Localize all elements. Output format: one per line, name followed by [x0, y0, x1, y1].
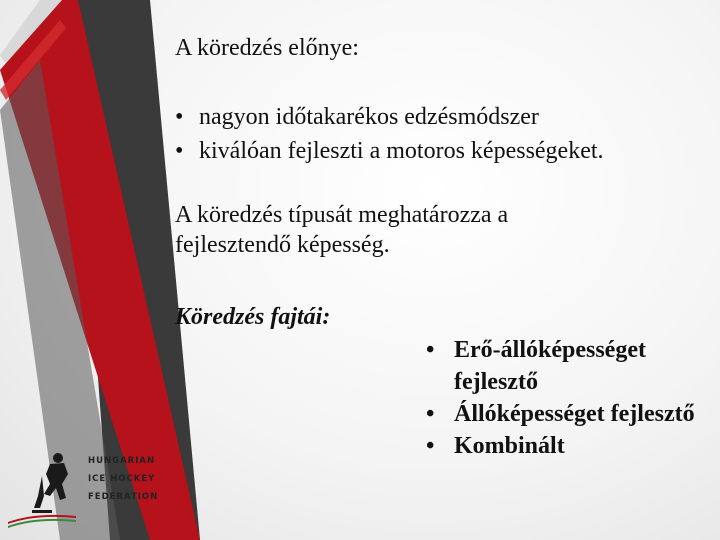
list-item: • Kombinált [424, 430, 704, 462]
kinds-title: Köredzés fajtái: [175, 304, 331, 330]
benefits-list [175, 100, 604, 168]
hockey-player-icon [32, 453, 68, 513]
list-item: • Erő-állóképességet fejlesztő [424, 334, 704, 398]
logo-text [88, 452, 158, 506]
logo-line: ICE HOCKEY [88, 474, 156, 484]
list-item: • Állóképességet fejlesztő [424, 398, 704, 430]
list-item: • kiválóan fejleszti a motoros képességeket. [175, 134, 604, 168]
logo-line: HUNGARIAN [88, 456, 156, 466]
flag-stripes [8, 515, 76, 528]
logo-line: FEDERATION [88, 492, 159, 502]
list-item: • nagyon időtakarékos edzésmódszer [175, 100, 604, 134]
slide-paragraph: A köredzés típusát meghatározza a fejlesztendő képesség. [175, 202, 509, 258]
kinds-list [424, 334, 704, 462]
slide-heading: A köredzés előnye: [175, 35, 359, 61]
